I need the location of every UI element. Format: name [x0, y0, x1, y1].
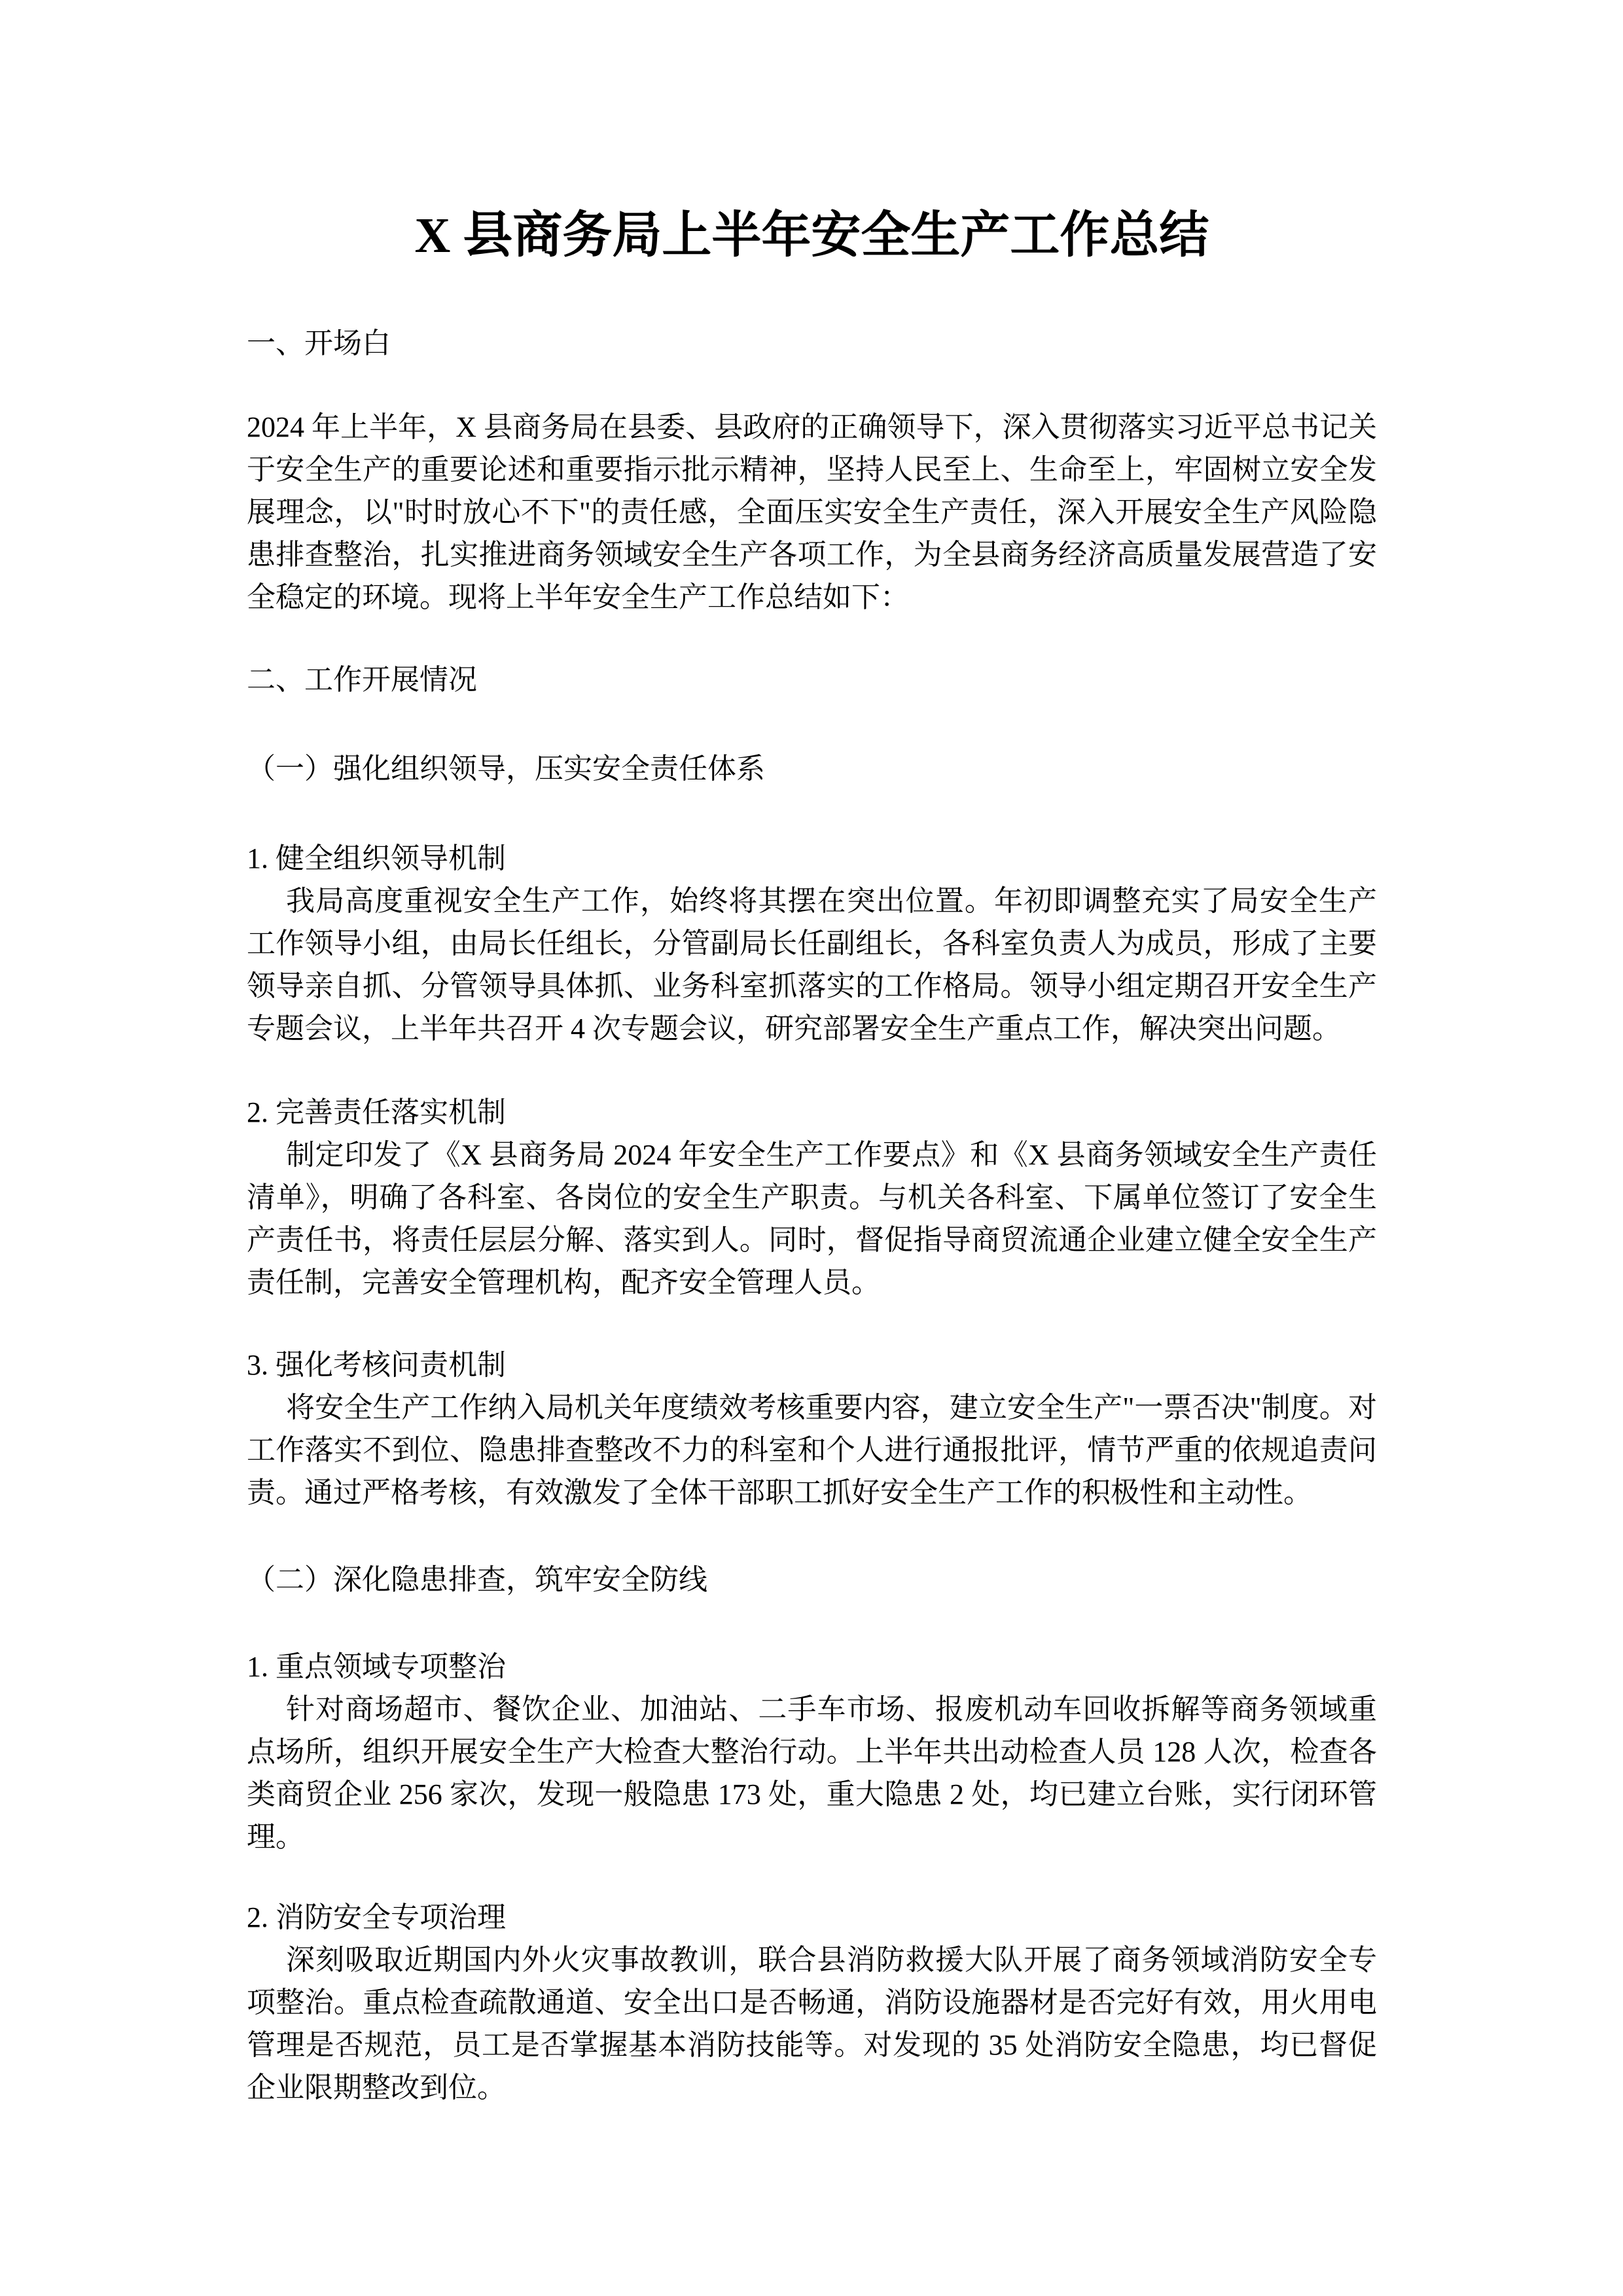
intro-paragraph: 2024 年上半年，X 县商务局在县委、县政府的正确领导下，深入贯彻落实习近平总书记关于安全生产的重要论述和重要指示批示精神，坚持人民至上、生命至上，牢固树立安全发展理念，以"时时放心不下"的责任感，全面压实安全生产责任，深入开展安全生产风险隐患排查整治，扎实推进商务领域安全生产各项工作，为全县商务经济高质量发展营造了安全稳定的环境。现将上半年安全生产工作总结如下：	[247, 411, 1377, 613]
subsection-heading-hazard-inspection: （二）深化隐患排查，筑牢安全防线	[247, 1564, 707, 1596]
paragraph-responsibility-mechanism: 制定印发了《X 县商务局 2024 年安全生产工作要点》和《X 县商务领域安全生产责任清单》，明确了各科室、各岗位的安全生产职责。与机关各科室、下属单位签订了安全生产责任书，将责任层层分解、落实到人。同时，督促指导商贸流通企业建立健全安全生产责任制，完善安全管理机构，配齐安全管理人员。	[247, 1139, 1377, 1299]
paragraph-fire-safety: 深刻吸取近期国内外火灾事故教训，联合县消防救援大队开展了商务领域消防安全专项整治。重点检查疏散通道、安全出口是否畅通，消防设施器材是否完好有效，用火用电管理是否规范，员工是否掌握基本消防技能等。对发现的 35 处消防安全隐患，均已督促企业限期整改到位。	[247, 1944, 1377, 2104]
subsection-heading-organization: （一）强化组织领导，压实安全责任体系	[247, 753, 765, 785]
numbered-heading-responsibility-mechanism: 2. 完善责任落实机制	[247, 1096, 506, 1128]
numbered-heading-key-areas: 1. 重点领域专项整治	[247, 1651, 506, 1683]
paragraph-assessment-mechanism: 将安全生产工作纳入局机关年度绩效考核重要内容，建立安全生产"一票否决"制度。对工作落实不到位、隐患排查整改不力的科室和个人进行通报批评，情节严重的依规追责问责。通过严格考核，有效激发了全体干部职工抓好安全生产工作的积极性和主动性。	[247, 1391, 1377, 1509]
section-heading-work-progress: 二、工作开展情况	[247, 664, 477, 696]
numbered-heading-fire-safety: 2. 消防安全专项治理	[247, 1901, 506, 1933]
document-title: X 县商务局上半年安全生产工作总结	[414, 208, 1209, 263]
paragraph-leadership-mechanism: 我局高度重视安全生产工作，始终将其摆在突出位置。年初即调整充实了局安全生产工作领导小组，由局长任组长，分管副局长任副组长，各科室负责人为成员，形成了主要领导亲自抓、分管领导具体抓、业务科室抓落实的工作格局。领导小组定期召开安全生产专题会议，上半年共召开 4 次专题会议，研究部署安全生产重点工作，解决突出问题。	[247, 885, 1377, 1045]
paragraph-key-areas: 针对商场超市、餐饮企业、加油站、二手车市场、报废机动车回收拆解等商务领域重点场所，组织开展安全生产大检查大整治行动。上半年共出动检查人员 128 人次，检查各类商贸企业 256 家次，发现一般隐患 173 处，重大隐患 2 处，均已建立台账，实行闭环管理。	[247, 1693, 1377, 1853]
section-heading-opening: 一、开场白	[247, 327, 391, 359]
numbered-heading-leadership-mechanism: 1. 健全组织领导机制	[247, 842, 506, 874]
numbered-heading-assessment-mechanism: 3. 强化考核问责机制	[247, 1349, 506, 1381]
